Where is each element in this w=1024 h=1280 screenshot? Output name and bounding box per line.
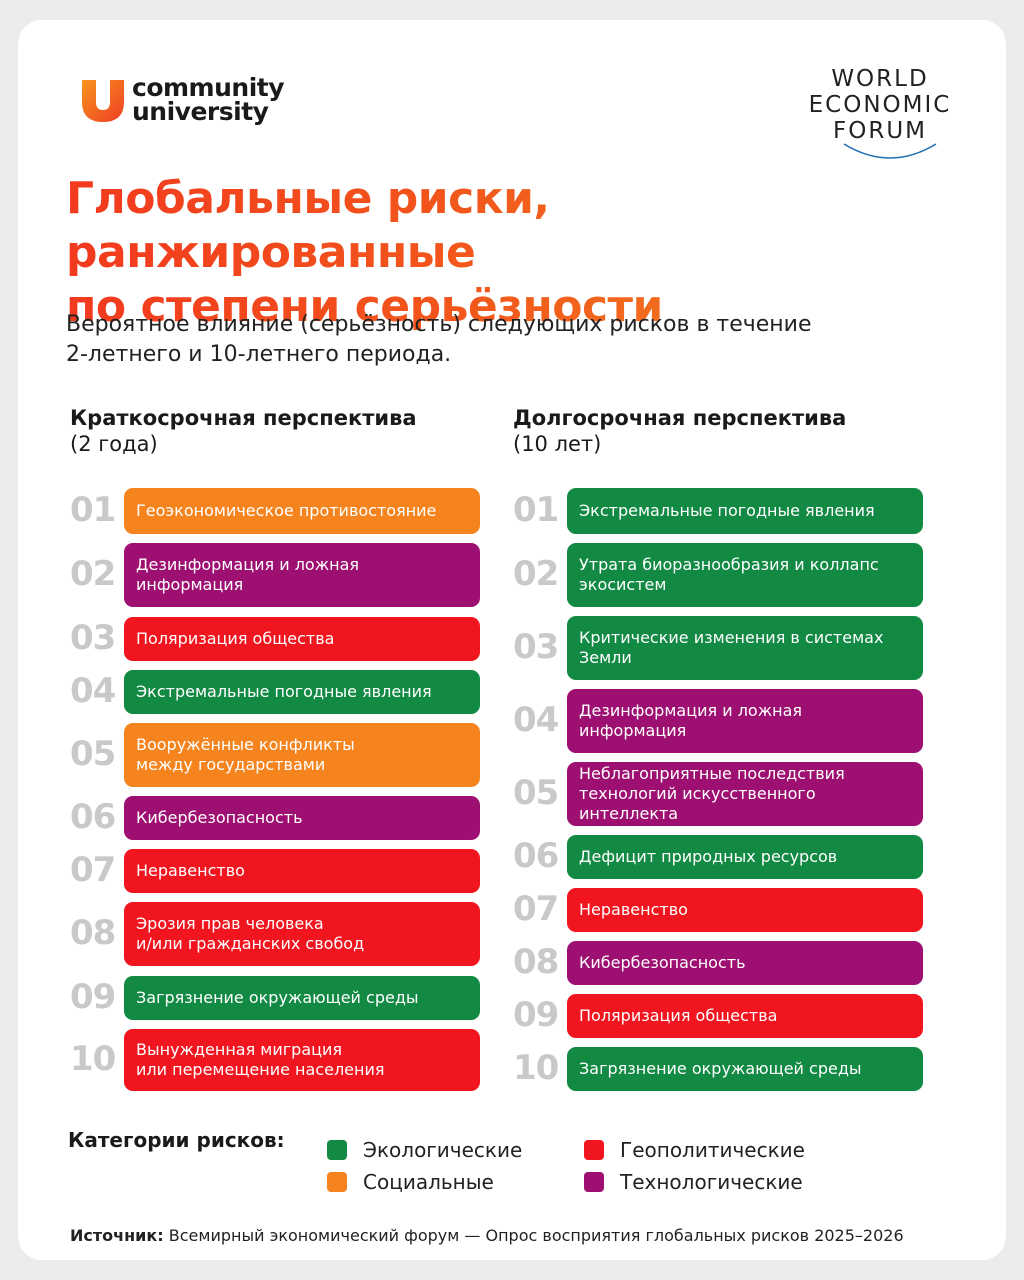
long-risk-label-07-line-1: Неравенство — [579, 900, 688, 919]
long-rank-07: 07 — [513, 889, 559, 929]
short-risk-item-03 — [124, 617, 480, 661]
long-rank-03: 03 — [513, 627, 559, 667]
short-risk-item-04 — [124, 670, 480, 714]
long-risk-label-04-line-2: информация — [579, 721, 687, 740]
short-rank-09: 09 — [70, 977, 116, 1017]
short-rank-01: 01 — [70, 490, 116, 530]
long-term-period: (10 лет) — [513, 432, 602, 456]
legend-label-technological: Технологические — [620, 1170, 803, 1194]
long-risk-label-02-line-1: Утрата биоразнообразия и коллапс — [579, 555, 879, 574]
long-risk-item-08 — [567, 941, 923, 985]
short-term-period: (2 года) — [70, 432, 158, 456]
short-risk-label-03-line-1: Поляризация общества — [136, 629, 335, 648]
short-risk-item-06 — [124, 796, 480, 840]
legend-item-social — [327, 1170, 494, 1194]
legend-item-environmental — [327, 1138, 522, 1162]
long-rank-05: 05 — [513, 773, 559, 813]
long-risk-label-10-line-1: Загрязнение окружающей среды — [579, 1059, 862, 1078]
wef-logo-line-1: WORLD — [831, 66, 929, 92]
long-risk-item-03 — [567, 616, 923, 680]
short-rank-10: 10 — [70, 1039, 116, 1079]
wef-logo — [800, 66, 970, 162]
short-rank-05: 05 — [70, 734, 116, 774]
long-rank-02: 02 — [513, 554, 559, 594]
short-risk-label-02-line-1: Дезинформация и ложная — [136, 555, 360, 574]
long-risk-item-04 — [567, 689, 923, 753]
short-risk-label-04-line-1: Экстремальные погодные явления — [136, 682, 432, 701]
long-rank-04: 04 — [513, 700, 559, 740]
long-risk-item-05 — [567, 762, 923, 826]
long-risk-label-03-line-1: Критические изменения в системах — [579, 628, 884, 647]
short-risk-label-09-line-1: Загрязнение окружающей среды — [136, 988, 419, 1007]
long-risk-label-02-line-2: экосистем — [579, 575, 667, 594]
short-risk-label-05-line-1: Вооружённые конфликты — [136, 735, 355, 754]
legend-swatch-social — [327, 1172, 347, 1192]
long-risk-label-09-line-1: Поляризация общества — [579, 1006, 778, 1025]
legend-item-geopolitical — [584, 1138, 805, 1162]
long-term-title: Долгосрочная перспектива — [513, 406, 847, 430]
short-risk-item-08 — [124, 902, 480, 966]
short-risk-item-10 — [124, 1029, 480, 1091]
short-risk-label-05-line-2: между государствами — [136, 755, 326, 774]
short-risk-label-01-line-1: Геоэкономическое противостояние — [136, 501, 437, 520]
long-risk-item-06 — [567, 835, 923, 879]
legend-swatch-geopolitical — [584, 1140, 604, 1160]
legend-item-technological — [584, 1170, 803, 1194]
short-rank-08: 08 — [70, 913, 116, 953]
long-risk-label-01-line-1: Экстремальные погодные явления — [579, 501, 875, 520]
wef-logo-line-2: ECONOMIC — [808, 92, 952, 118]
short-term-heading — [70, 405, 417, 457]
long-term-heading — [513, 405, 846, 457]
long-risk-label-05-line-1: Неблагоприятные последствия — [579, 764, 845, 783]
short-risk-label-02-line-2: информация — [136, 575, 244, 594]
short-risk-item-07 — [124, 849, 480, 893]
long-risk-item-02 — [567, 543, 923, 607]
short-rank-04: 04 — [70, 671, 116, 711]
logo-word-university: university — [132, 97, 269, 126]
short-risk-label-08-line-2: и/или гражданских свобод — [136, 934, 365, 953]
legend-label-environmental: Экологические — [363, 1138, 523, 1162]
long-rank-10: 10 — [513, 1048, 559, 1088]
legend-label-geopolitical: Геополитические — [620, 1138, 805, 1162]
short-rank-07: 07 — [70, 850, 116, 890]
wef-arc-icon — [840, 142, 940, 162]
long-risk-item-09 — [567, 994, 923, 1038]
short-risk-item-01 — [124, 488, 480, 534]
long-risk-item-07 — [567, 888, 923, 932]
short-rank-03: 03 — [70, 618, 116, 658]
page-subtitle — [66, 310, 866, 370]
wef-logo-line-3: FORUM — [833, 118, 927, 144]
short-risk-item-09 — [124, 976, 480, 1020]
legend-label-social: Социальные — [363, 1170, 494, 1194]
logo-word-community: community — [132, 73, 285, 102]
short-risk-label-10-line-2: или перемещение населения — [136, 1060, 385, 1079]
page-title-line-2: по степени серьёзности — [66, 281, 663, 332]
long-rank-06: 06 — [513, 836, 559, 876]
source-label: Источник: — [70, 1226, 164, 1245]
long-risk-label-08-line-1: Кибербезопасность — [579, 953, 746, 972]
long-rank-08: 08 — [513, 942, 559, 982]
page-subtitle-line-1: Вероятное влияние (серьёзность) следующих рисков в течение — [66, 312, 812, 337]
short-term-title: Краткосрочная перспектива — [70, 406, 417, 430]
long-risk-label-04-line-1: Дезинформация и ложная — [579, 701, 803, 720]
source-text: Всемирный экономический форум — Опрос восприятия глобальных рисков 2025–2026 — [168, 1226, 904, 1245]
page-subtitle-line-2: 2-летнего и 10-летнего периода. — [66, 342, 452, 367]
short-risk-label-06-line-1: Кибербезопасность — [136, 808, 303, 827]
long-risk-item-01 — [567, 488, 923, 534]
short-risk-item-02 — [124, 543, 480, 607]
page-title-line-1: Глобальные риски, ранжированные — [66, 173, 550, 278]
short-rank-06: 06 — [70, 797, 116, 837]
short-risk-label-07-line-1: Неравенство — [136, 861, 245, 880]
short-risk-label-08-line-1: Эрозия прав человека — [136, 914, 324, 933]
short-risk-label-10-line-1: Вынужденная миграция — [136, 1040, 343, 1059]
source-note — [70, 1226, 904, 1245]
long-risk-label-06-line-1: Дефицит природных ресурсов — [579, 847, 838, 866]
long-rank-01: 01 — [513, 490, 559, 530]
long-rank-09: 09 — [513, 995, 559, 1035]
legend-swatch-technological — [584, 1172, 604, 1192]
legend-title: Категории рисков: — [68, 1128, 285, 1152]
short-rank-02: 02 — [70, 554, 116, 594]
short-risk-item-05 — [124, 723, 480, 787]
long-risk-label-05-line-2: технологий искусственного интеллекта — [579, 784, 816, 823]
community-university-logo-icon — [78, 76, 128, 124]
long-risk-item-10 — [567, 1047, 923, 1091]
long-risk-label-03-line-2: Земли — [579, 648, 632, 667]
community-university-logo — [78, 73, 285, 126]
legend-swatch-environmental — [327, 1140, 347, 1160]
